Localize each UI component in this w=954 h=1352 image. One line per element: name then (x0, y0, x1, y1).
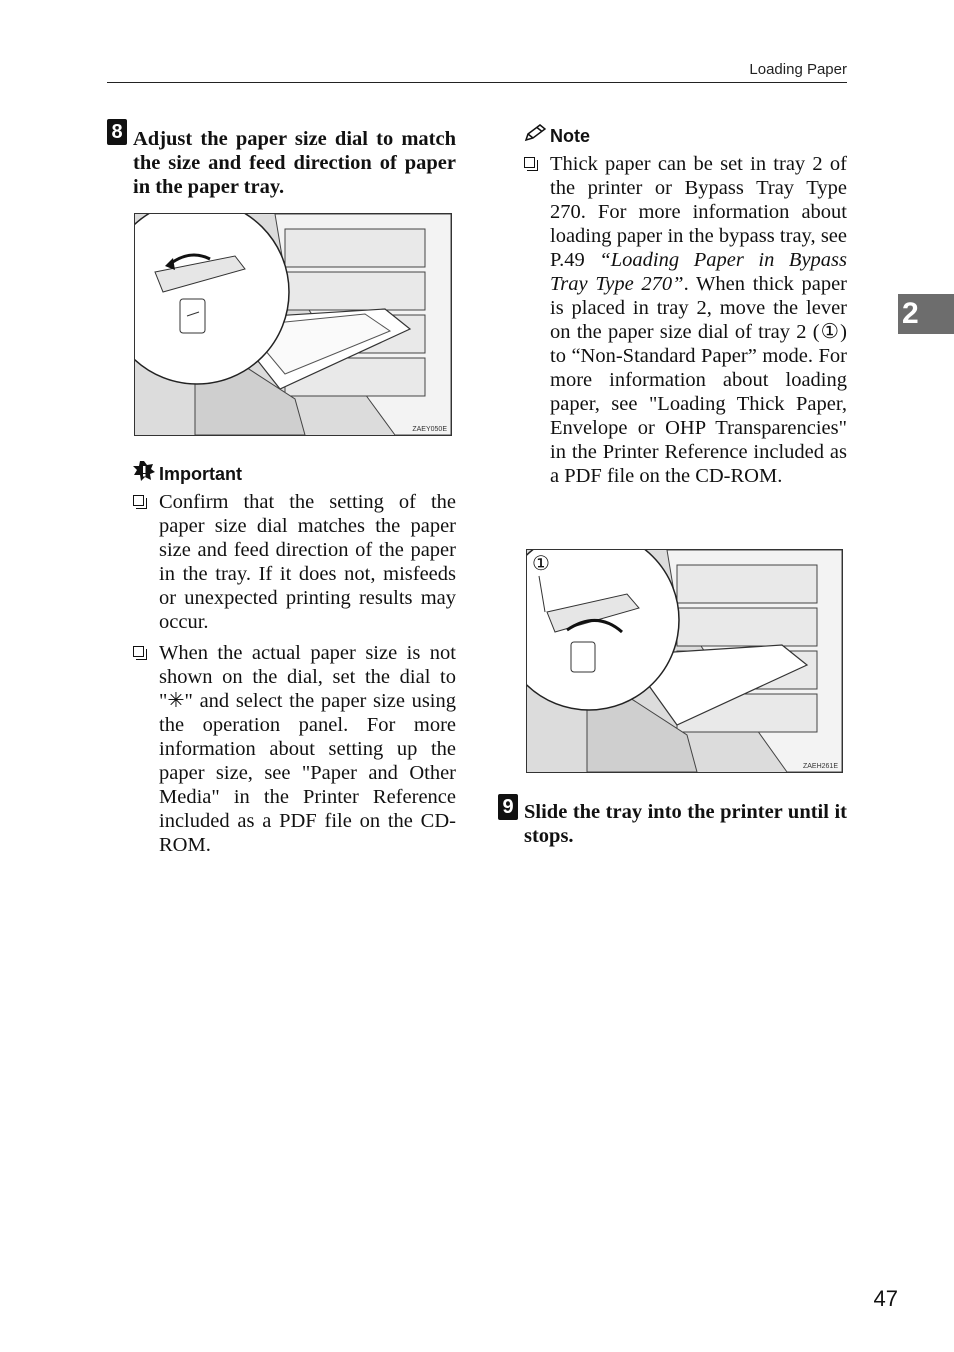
tray-lever-figure (526, 549, 843, 773)
list-item: When the actual paper size is not shown on the dial, set the dial to "✳" and select the paper size using the operation panel. For more information about setting up the paper size, see "Paper and Other Media" in the Printer Reference included as a PDF file on the CD-ROM. (133, 641, 456, 857)
checkbox-bullet-icon (133, 495, 144, 506)
note-section (524, 124, 847, 495)
step-9-instruction (524, 800, 847, 848)
cross-reference-link[interactable]: “Loading Paper in Bypass Tray Type 270” (550, 249, 847, 295)
callout-marker: ① (532, 553, 550, 575)
figure-id-label: ZAEH261E (802, 763, 838, 770)
pencil-icon (524, 124, 546, 148)
list-item: Thick paper can be set in tray 2 of the printer or Bypass Tray Type 270. For more information about loading paper in the bypass tray, see P.49 “Loading Paper in Bypass Tray Type 270”. When thick paper is placed in tray 2, move the lever on the paper size dial of tray 2 (①) to “Non-Standard Paper” mode. For more information about loading paper, see "Loading Thick Paper, Envelope or OHP Transparencies" in the Printer Reference included as a PDF file on the CD-ROM. (524, 152, 847, 488)
figure-id-label: ZAEY050E (412, 426, 447, 433)
step-9-text: Slide the tray into the printer until it stops. (524, 801, 847, 847)
checkbox-bullet-icon (524, 157, 535, 168)
page-number: 47 (873, 1286, 898, 1311)
note-heading: Note (524, 124, 847, 148)
list-item: Confirm that the setting of the paper size dial matches the paper size and feed direction of the paper in the tray. If it does not, misfeeds or unexpected printing results may occur. (133, 490, 456, 634)
important-icon (133, 461, 155, 487)
important-list (133, 490, 456, 857)
running-header: Loading Paper (749, 61, 847, 78)
note-list (524, 152, 847, 488)
step-8-badge: 8 (107, 119, 127, 145)
header-rule (107, 82, 847, 83)
step-9-badge: 9 (498, 794, 518, 820)
chapter-tab: 2 (898, 294, 954, 334)
step-8-instruction (133, 127, 456, 199)
paper-size-dial-figure (134, 213, 452, 436)
step-8-text: Adjust the paper size dial to match the size and feed direction of paper in the paper tray. (133, 128, 456, 198)
important-section (133, 462, 456, 864)
important-heading: Important (133, 462, 456, 486)
checkbox-bullet-icon (133, 646, 144, 657)
